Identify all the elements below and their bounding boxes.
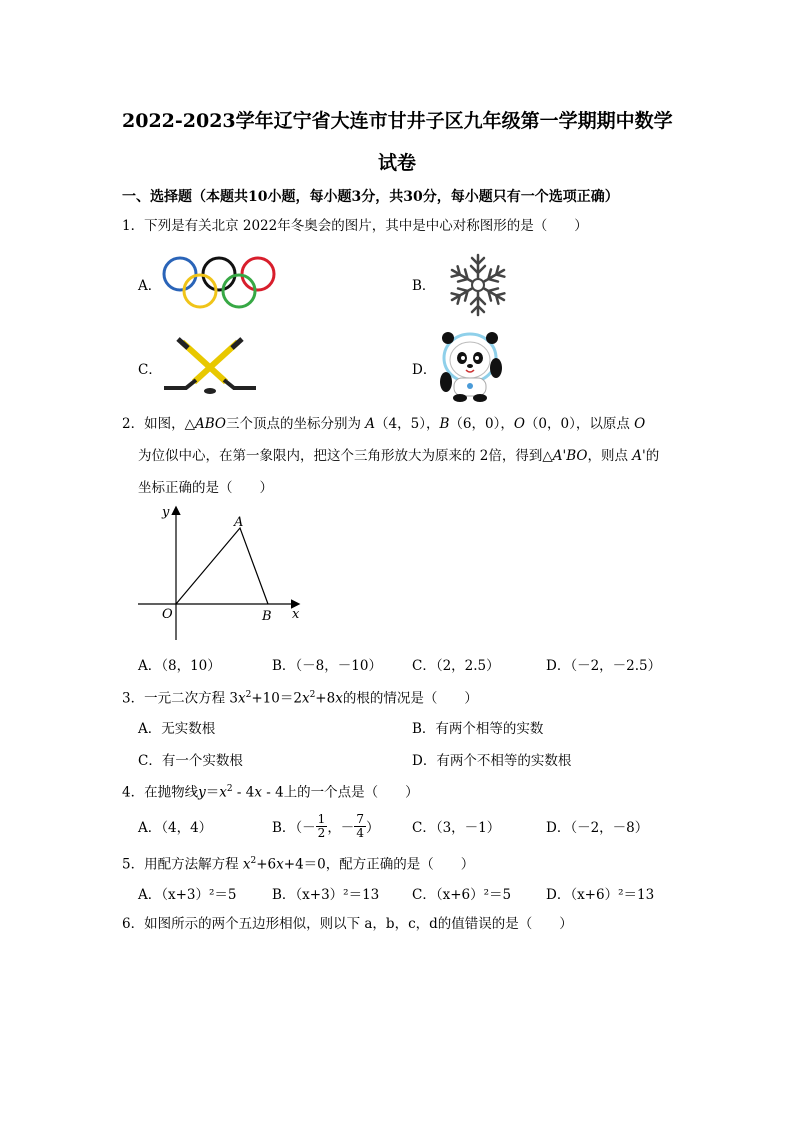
page-title-line2: 试卷 <box>378 152 417 174</box>
fraction-1-2: $\frac{1}{2}$ <box>317 811 326 840</box>
q2-option-d: D．（－2，－2.5） <box>546 658 662 674</box>
point-a-label: A <box>234 515 244 530</box>
olympic-rings-image <box>160 254 280 312</box>
q3-option-b: B．有两个相等的实数 <box>412 721 544 737</box>
q2-option-a: A．（8，10） <box>138 658 221 674</box>
question-4-stem: 4．在抛物线$y=x^2 - 4x - 4$上的一个点是（ ） <box>122 784 419 801</box>
q5-option-c: C．（x+6）²＝5 <box>412 887 512 903</box>
q3-option-a: A．无实数根 <box>138 721 216 737</box>
q4-option-d: D．（－2，－8） <box>546 820 649 836</box>
snowflake-image <box>440 250 516 320</box>
point-b-label: B <box>262 609 272 624</box>
q1-option-a-label: A． <box>138 278 162 294</box>
q2-option-b: B．（－8，－10） <box>272 658 382 674</box>
y-axis-label: y <box>162 505 170 520</box>
question-1-stem: 1．下列是有关北京 2022年冬奥会的图片，其中是中心对称图形的是（ ） <box>122 218 588 234</box>
q4-option-a: A．（4，4） <box>138 820 213 836</box>
q1-option-c-label: C． <box>138 362 162 378</box>
x-axis-label: x <box>292 607 300 622</box>
question-6-stem: 6．如图所示的两个五边形相似，则以下 a，b，c，d的值错误的是（ ） <box>122 916 573 932</box>
fraction-7-4: $\frac{7}{4}$ <box>356 811 364 840</box>
coordinate-graph <box>130 500 310 650</box>
bing-dwen-dwen-image <box>436 330 508 402</box>
q1-option-d-label: D． <box>412 362 437 378</box>
question-3-stem: 3．一元二次方程 $3x^2+10=2x^2+8x$的根的情况是（ ） <box>122 690 478 707</box>
question-2-line2: 为位似中心，在第一象限内，把这个三角形放大为原来的 2倍，得到△A'BO，则点 A'的 <box>138 448 660 464</box>
triangle-abo <box>176 528 268 604</box>
q5-option-d: D．（x+6）²＝13 <box>546 887 655 903</box>
q2-option-c: C．（2，2.5） <box>412 658 500 674</box>
page-title: 2022-2023学年辽宁省大连市甘井子区九年级第一学期期中数学 <box>122 110 673 132</box>
q4-option-c: C．（3，－1） <box>412 820 501 836</box>
hockey-sticks-image <box>162 336 258 396</box>
section-heading: 一、选择题（本题共10小题，每小题3分，共30分，每小题只有一个选项正确） <box>122 189 619 205</box>
q4-option-b: B．（ － $\frac{1}{2}$ ，－ $\frac{7}{4}$ ） <box>272 811 380 840</box>
q5-option-a: A．（x+3）²＝5 <box>138 887 237 903</box>
question-2-line1: 2．如图，△ABO三个顶点的坐标分别为 A（4，5），B（6，0），O（0，0），以原点 O <box>122 416 646 432</box>
question-5-stem: 5．用配方法解方程 $x^2+6x+4=0$，配方正确的是（ ） <box>122 856 475 873</box>
q3-option-c: C．有一个实数根 <box>138 753 243 769</box>
q5-option-b: B．（x+3）²＝13 <box>272 887 380 903</box>
q1-option-b-label: B． <box>412 278 436 294</box>
q3-option-d: D．有两个不相等的实数根 <box>412 753 572 769</box>
question-2-line3: 坐标正确的是（ ） <box>138 480 273 496</box>
point-o-label: O <box>162 607 173 622</box>
